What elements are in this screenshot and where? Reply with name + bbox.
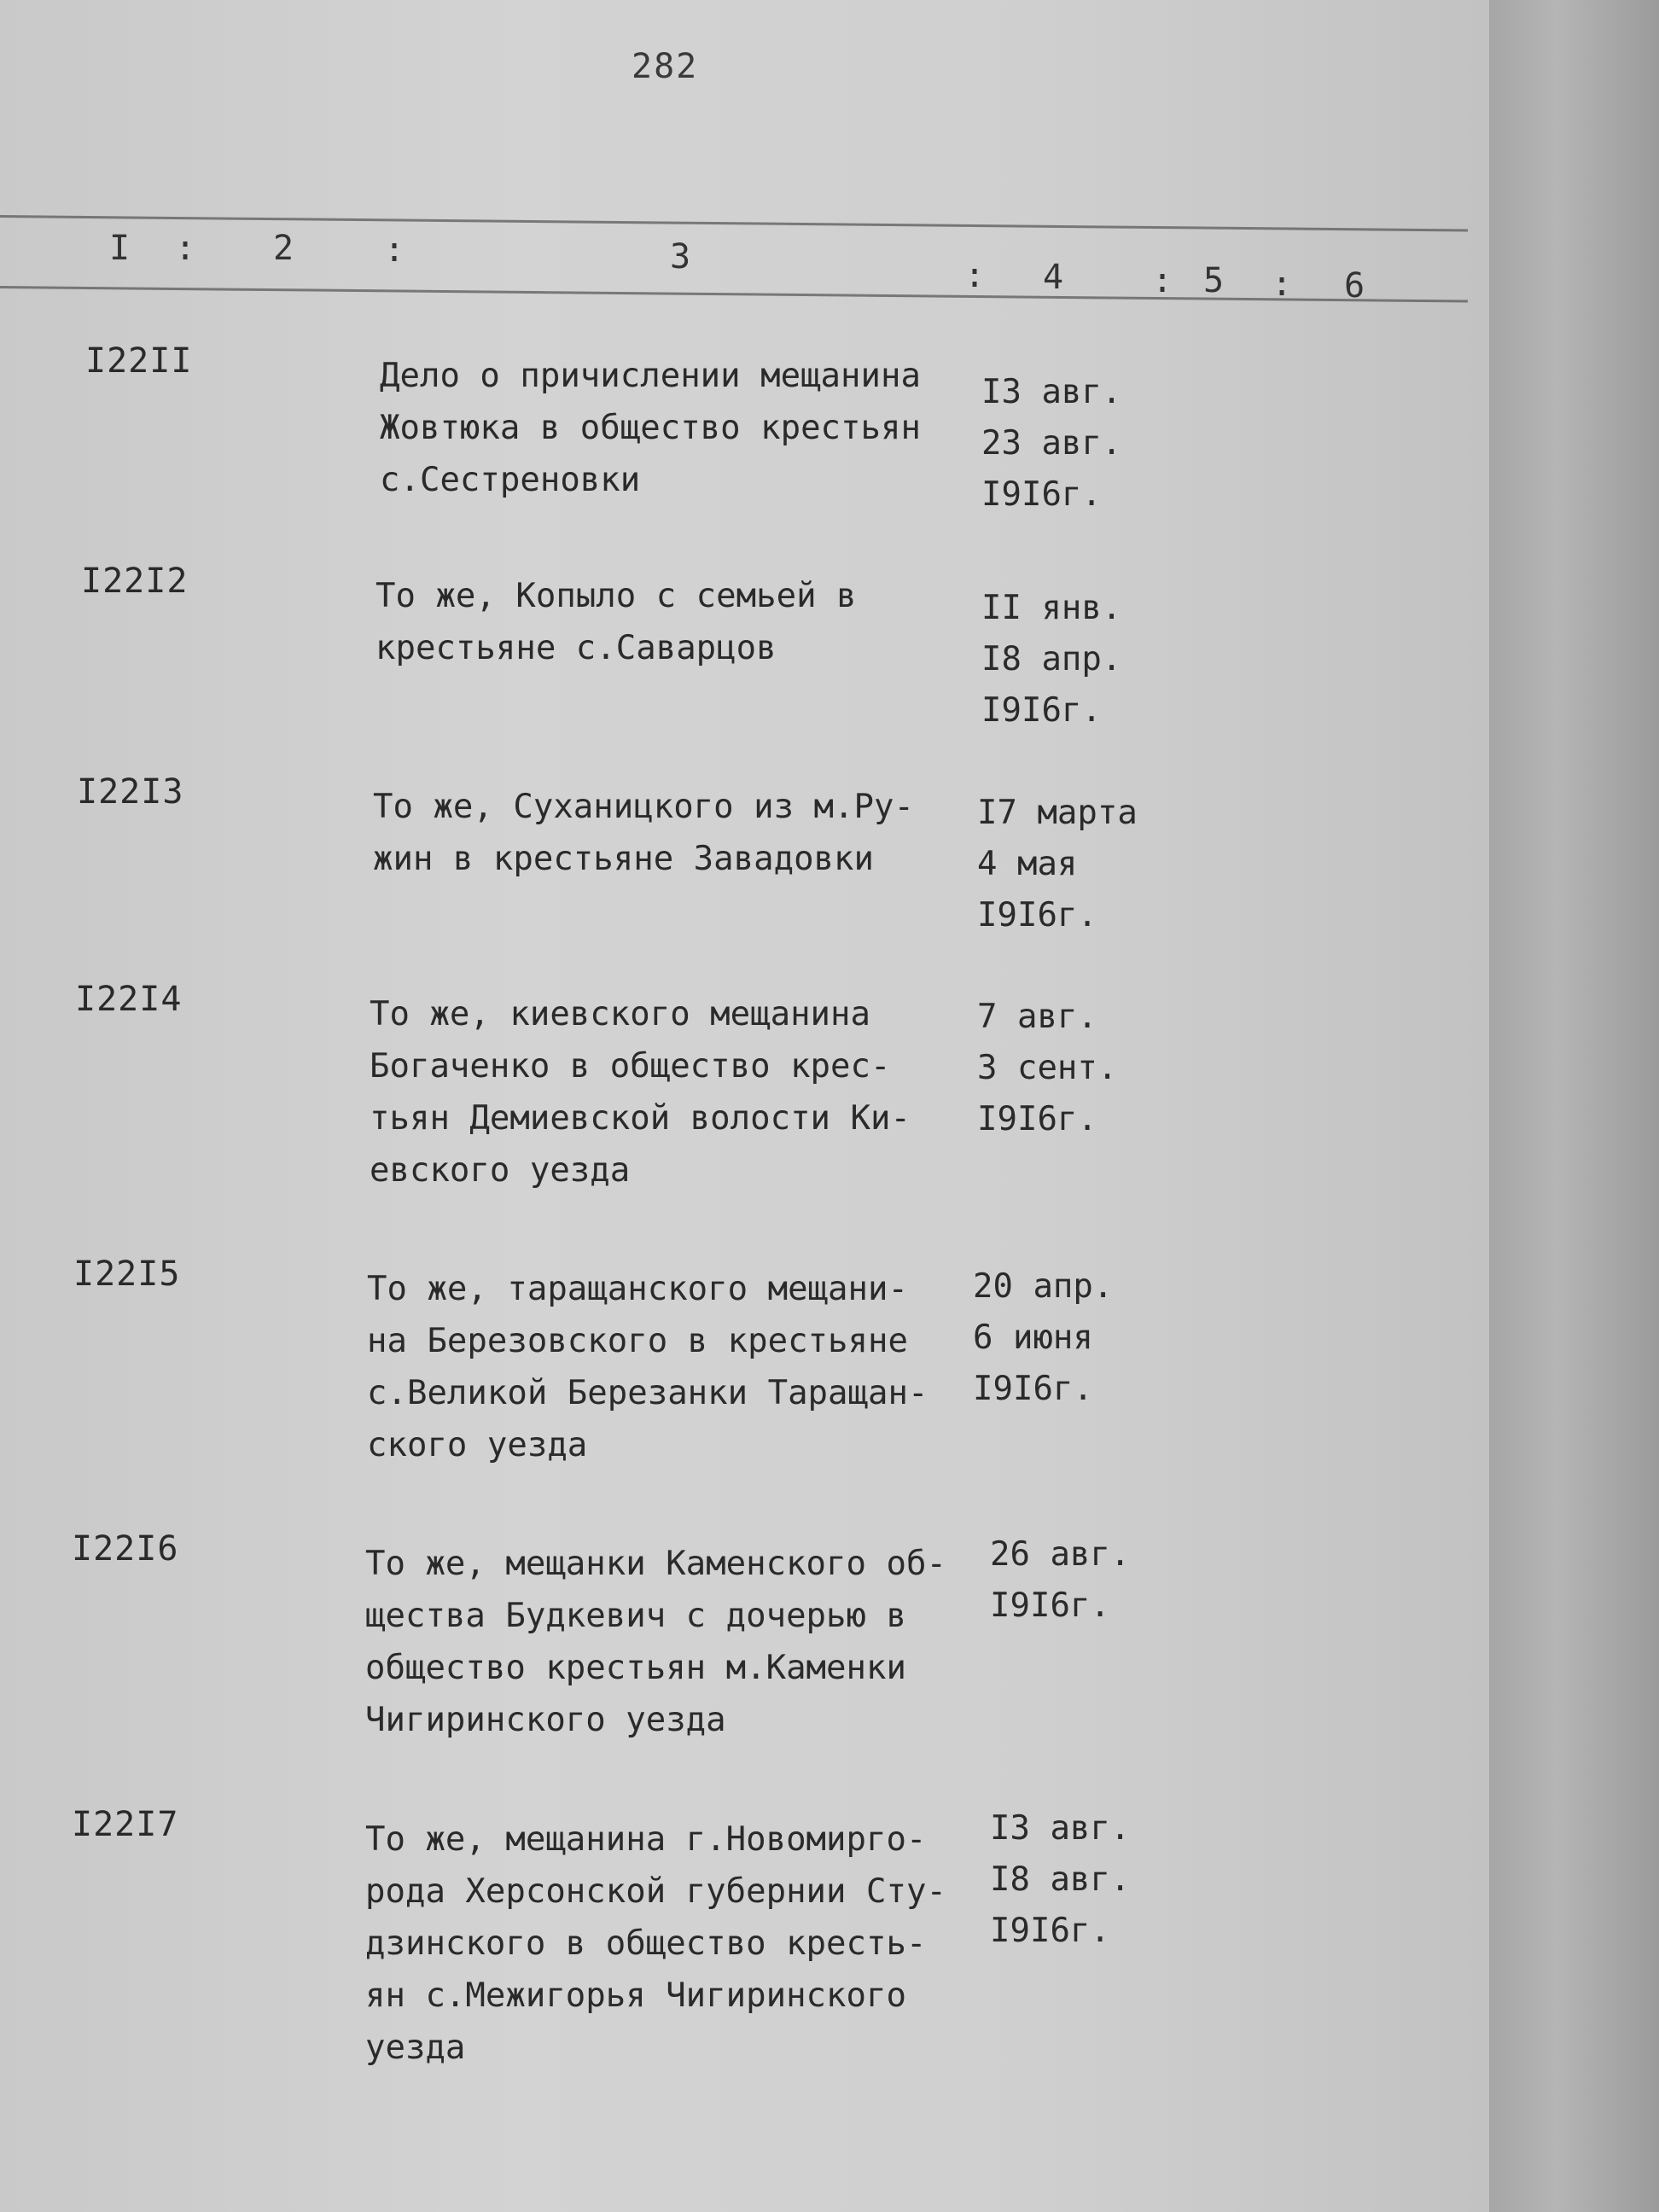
entry-dates: 7 авг. 3 сент. I9I6г.	[977, 998, 1118, 1138]
entry-number: I22I7	[72, 1805, 179, 1844]
column-header-6: 6	[1344, 266, 1365, 306]
page-number: 282	[632, 47, 699, 86]
entry-title: То же, Суханицкого из м.Ру- жин в крестьяне Завадовки	[373, 788, 914, 878]
column-header-2: 2	[273, 229, 294, 268]
entry-title: То же, таращанского мещани- на Березовского в крестьяне с.Великой Березанки Таращан- ского уезда	[367, 1270, 928, 1464]
entry-number: I22I6	[72, 1529, 179, 1569]
header-bottom-rule	[0, 286, 1468, 303]
column-header-separator: :	[964, 256, 986, 295]
column-header-5: 5	[1203, 261, 1225, 300]
entry-number: I22I3	[77, 772, 184, 812]
entry-dates: I3 авг. I8 авг. I9I6г.	[990, 1809, 1131, 1950]
entry-number: I22II	[85, 341, 193, 381]
entry-dates: I7 марта 4 мая I9I6г.	[977, 794, 1138, 934]
entry-dates: I3 авг. 23 авг. I9I6г.	[981, 373, 1122, 514]
entry-dates: 20 апр. 6 июня I9I6г.	[973, 1267, 1114, 1408]
page-edge-shadow	[1489, 0, 1659, 2212]
column-header-3: 3	[670, 237, 691, 276]
header-top-rule	[0, 215, 1468, 232]
entry-number: I22I2	[81, 562, 189, 601]
column-header-1: I	[109, 229, 131, 268]
column-header-separator: :	[1272, 265, 1293, 304]
entry-dates: II янв. I8 апр. I9I6г.	[981, 589, 1122, 730]
entry-title: То же, мещанки Каменского об- щества Будкевич с дочерью в общество крестьян м.Каменки Чигиринского уезда	[365, 1545, 946, 1739]
entry-title: То же, киевского мещанина Богаченко в общество крес- тьян Демиевской волости Ки- евского уезда	[370, 995, 911, 1190]
entry-title: То же, мещанина г.Новомирго- рода Херсонской губернии Сту- дзинского в общество кресть- ян с.Межигорья Чигиринского уезда	[365, 1820, 946, 2067]
entry-title: Дело о причислении мещанина Жовтюка в общество крестьян с.Сестреновки	[380, 357, 921, 499]
entry-number: I22I5	[73, 1254, 181, 1294]
column-header-separator: :	[1152, 261, 1173, 300]
entry-title: То же, Копыло с семьей в крестьяне с.Саварцов	[375, 577, 857, 667]
column-header-separator: :	[175, 229, 196, 268]
column-header-4: 4	[1043, 258, 1064, 297]
entry-dates: 26 авг. I9I6г.	[990, 1535, 1131, 1625]
column-header-separator: :	[384, 230, 405, 270]
entry-number: I22I4	[75, 980, 183, 1019]
